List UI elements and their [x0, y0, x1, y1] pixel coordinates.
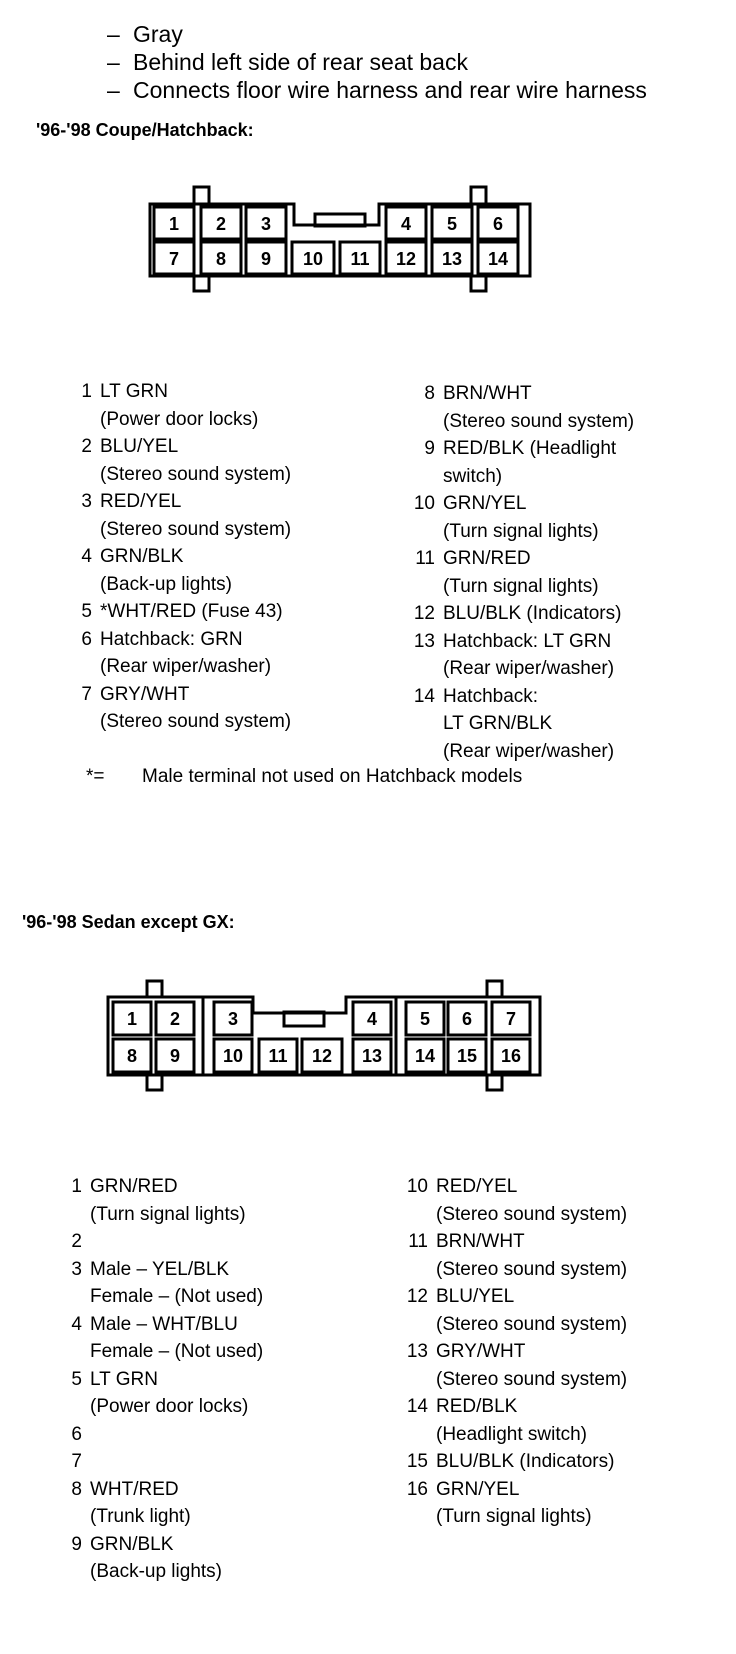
- pin-label: 8: [215, 249, 227, 269]
- pin-entry: 9 GRN/BLK (Back-up lights): [71, 1533, 222, 1582]
- pin-entry: 5 *WHT/RED (Fuse 43): [81, 601, 283, 622]
- pin-label: 2: [169, 1009, 181, 1029]
- hatchback-footnote: *= Male terminal not used on Hatchback models: [86, 766, 523, 787]
- pin-entry: 10 RED/YEL (Stereo sound system): [406, 1176, 628, 1225]
- pin-entry: 3 Male – YEL/BLK Female – (Not used): [71, 1258, 264, 1307]
- pin-entry: 13 GRY/WHT (Stereo sound system): [406, 1341, 628, 1390]
- pin-label: 15: [456, 1046, 478, 1066]
- pin-label: 7: [168, 249, 180, 269]
- pin-label: 16: [500, 1046, 522, 1066]
- intro-bullet-list: [107, 20, 647, 104]
- pin-label: 8: [126, 1046, 138, 1066]
- pin-label: 4: [366, 1009, 378, 1029]
- intro-bullet: – Gray: [107, 21, 183, 47]
- intro-bullet: – Connects floor wire harness and rear wire harness: [107, 77, 647, 103]
- pin-entry: 1 GRN/RED (Turn signal lights): [71, 1176, 246, 1225]
- pin-entry: 14 RED/BLK (Headlight switch): [406, 1396, 587, 1445]
- sedan-connector-diagram: [96, 975, 556, 1095]
- pin-label: 10: [302, 249, 324, 269]
- pin-label: 13: [441, 249, 463, 269]
- pin-label: 4: [400, 214, 412, 234]
- pin-entry: 5 LT GRN (Power door locks): [71, 1368, 249, 1417]
- pin-entry: 13 Hatchback: LT GRN (Rear wiper/washer): [413, 630, 615, 679]
- sedan-pinout-left-column: [60, 1173, 263, 1586]
- pin-label: 10: [222, 1046, 244, 1066]
- pin-entry: 4 GRN/BLK (Back-up lights): [81, 546, 232, 595]
- pin-entry: 2 BLU/YEL (Stereo sound system): [81, 436, 292, 485]
- pin-label: 6: [492, 214, 504, 234]
- pin-label: 7: [505, 1009, 517, 1029]
- coupe-pinout-right-column: [405, 380, 634, 765]
- pin-label: 5: [419, 1009, 431, 1029]
- sedan-pinout-right-column: [398, 1173, 627, 1531]
- pin-entry: 8 WHT/RED (Trunk light): [71, 1478, 191, 1527]
- pin-label: 3: [227, 1009, 239, 1029]
- pin-entry: 6 Hatchback: GRN (Rear wiper/washer): [81, 628, 272, 677]
- pin-label: 3: [260, 214, 272, 234]
- pin-entry: 9 RED/BLK (Headlight switch): [424, 438, 617, 487]
- pin-entry: 2: [71, 1231, 82, 1252]
- pin-entry: 12 BLU/BLK (Indicators): [413, 603, 622, 624]
- pin-entry: 14 Hatchback: LT GRN/BLK (Rear wiper/washer): [413, 685, 615, 762]
- pin-entry: 1 LT GRN (Power door locks): [81, 381, 259, 430]
- pin-entry: 12 BLU/YEL (Stereo sound system): [406, 1286, 628, 1335]
- sedan-heading: '96-'98 Sedan except GX:: [22, 912, 235, 932]
- pin-label: 9: [260, 249, 272, 269]
- coupe-hatchback-connector-diagram: [140, 180, 540, 300]
- pin-entry: 16 GRN/YEL (Turn signal lights): [406, 1478, 592, 1527]
- pin-label: 9: [169, 1046, 181, 1066]
- pin-entry: 11 BRN/WHT (Stereo sound system): [408, 1231, 628, 1280]
- pin-label: 2: [215, 214, 227, 234]
- pin-label: 11: [350, 249, 370, 269]
- pin-label: 6: [461, 1009, 473, 1029]
- pin-label: 13: [361, 1046, 383, 1066]
- pin-label: 1: [126, 1009, 138, 1029]
- pin-label: 14: [487, 249, 509, 269]
- pin-label: 12: [395, 249, 417, 269]
- pin-entry: 6: [71, 1423, 82, 1445]
- intro-bullet: – Behind left side of rear seat back: [107, 49, 468, 75]
- pin-entry: 7: [71, 1451, 82, 1472]
- pin-label: 5: [446, 214, 458, 234]
- coupe-hatchback-heading: '96-'98 Coupe/Hatchback:: [36, 120, 254, 140]
- pin-label: 14: [414, 1046, 436, 1066]
- pin-entry: 8 BRN/WHT (Stereo sound system): [424, 383, 635, 432]
- pin-label: 11: [268, 1046, 288, 1066]
- pin-label: 12: [311, 1046, 333, 1066]
- pin-entry: 10 GRN/YEL (Turn signal lights): [413, 493, 599, 542]
- pin-entry: 4 Male – WHT/BLU Female – (Not used): [71, 1313, 264, 1362]
- pin-entry: 3 RED/YEL (Stereo sound system): [81, 491, 292, 540]
- coupe-pinout-left-column: [70, 378, 291, 736]
- pin-label: 1: [168, 214, 180, 234]
- pin-entry: 7 GRY/WHT (Stereo sound system): [81, 683, 292, 732]
- pin-entry: 11 GRN/RED (Turn signal lights): [415, 548, 599, 597]
- pin-entry: 15 BLU/BLK (Indicators): [406, 1451, 615, 1472]
